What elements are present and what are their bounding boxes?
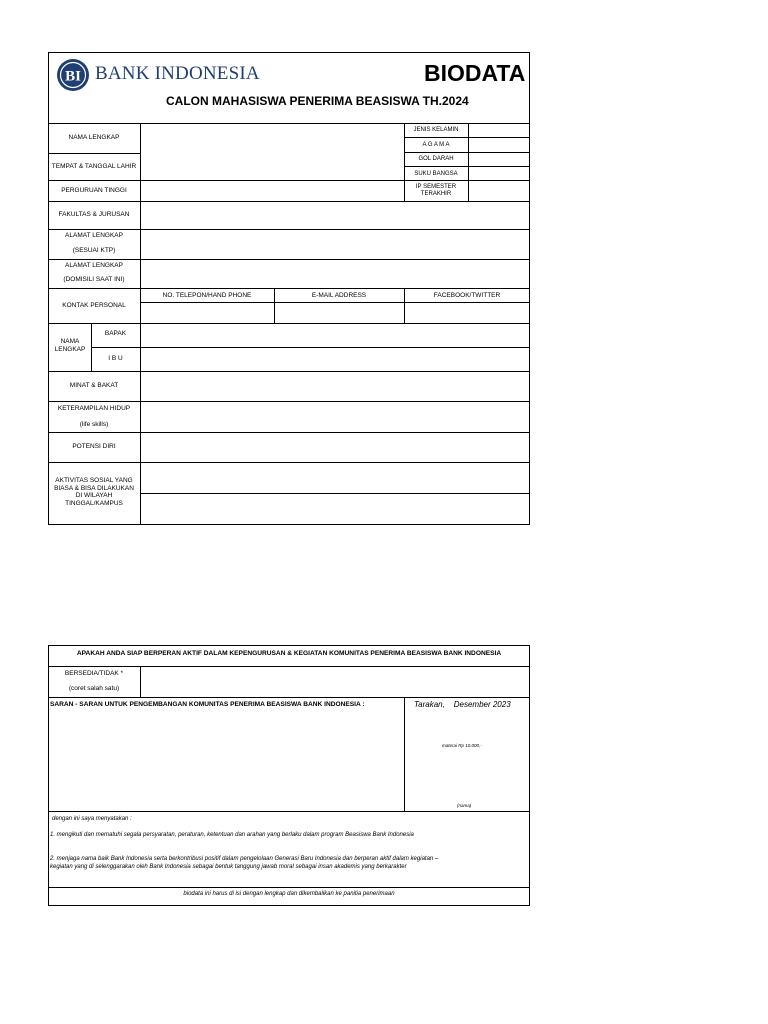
label-ibu: I B U <box>108 355 123 362</box>
label-kontak-personal: KONTAK PERSONAL <box>62 301 126 309</box>
materai-note: materai Rp 10.000,- <box>442 743 482 748</box>
place-date: Tarakan, Desember 2023 <box>414 700 511 709</box>
email-field[interactable] <box>275 303 403 322</box>
bank-logo <box>56 58 90 92</box>
fakultas-jurusan-field[interactable] <box>141 202 529 228</box>
label-gol-darah: GOL DARAH <box>418 156 454 162</box>
label-coret: (coret salah satu) <box>68 685 120 692</box>
statement-2a: 2. menjaga nama baik Bank Indonesia serta berkontribusi positif dalam pengelolaan Generasi Baru Indonesia dan berperan aktif dalam kegiatan – <box>50 856 439 862</box>
nama-bapak-field[interactable] <box>141 324 529 346</box>
agama-field[interactable] <box>469 138 529 151</box>
label-fakultas-jurusan: FAKULTAS & JURUSAN <box>58 211 130 218</box>
telepon-field[interactable] <box>141 303 273 322</box>
bersedia-field[interactable] <box>141 667 529 696</box>
header-email: E-MAIL ADDRESS <box>311 291 367 299</box>
ip-semester-field[interactable] <box>469 181 529 200</box>
label-bersedia: BERSEDIA/TIDAK * <box>64 670 124 677</box>
label-alamat-ktp-2: (SESUAI KTP) <box>72 247 116 254</box>
label-alamat-ktp-1: ALAMAT LENGKAP <box>65 232 123 239</box>
header-telepon: NO. TELEPON/HAND PHONE <box>162 291 252 299</box>
statement-2b: kegiatan yang di selenggarakan oleh Bank Indonesia sebagai bentuk tanggung jawab moral sebagai insan akademis yang berkarakter <box>50 864 407 870</box>
label-alamat-domisili-2: (DOMISILI SAAT INI) <box>63 276 125 283</box>
keterampilan-hidup-field[interactable] <box>141 402 529 431</box>
label-jenis-kelamin: JENIS KELAMIN <box>413 127 459 133</box>
label-alamat-domisili-1: ALAMAT LENGKAP <box>65 262 123 269</box>
nama-lengkap-field[interactable] <box>141 124 403 152</box>
minat-bakat-field[interactable] <box>141 372 529 400</box>
label-nama-lengkap-ortu: NAMA LENGKAP <box>54 338 86 353</box>
label-perguruan-tinggi: PERGURUAN TINGGI <box>61 186 127 194</box>
page-title: BIODATA <box>424 60 526 86</box>
label-potensi-diri: POTENSI DIRI <box>72 443 116 450</box>
label-agama: A G A M A <box>422 142 450 148</box>
header-facebook-twitter: FACEBOOK/TWITTER <box>433 291 501 299</box>
potensi-diri-field[interactable] <box>141 433 529 461</box>
nama-signature: (nama) <box>457 803 472 808</box>
bi-logo-icon <box>56 58 90 92</box>
suku-bangsa-field[interactable] <box>469 167 529 179</box>
question-heading: APAKAH ANDA SIAP BERPERAN AKTIF DALAM KEPENGURUSAN & KEGIATAN KOMUNITAS PENERIMA BEASISWA BANK INDONESIA <box>76 650 502 657</box>
label-tempat-tanggal-lahir: TEMPAT & TANGGAL LAHIR <box>51 162 137 170</box>
tempat-tanggal-lahir-field[interactable] <box>141 154 403 179</box>
label-minat-bakat: MINAT & BAKAT <box>69 382 119 389</box>
label-keterampilan-1: KETERAMPILAN HIDUP <box>57 405 131 412</box>
footer-note: biodata ini harus di isi dengan lengkap dan dikembalikan ke panitia penerimaan <box>183 891 395 897</box>
logo-letters: BI <box>65 68 81 85</box>
label-bapak: BAPAK <box>104 330 127 337</box>
alamat-domisili-field[interactable] <box>141 260 529 287</box>
aktivitas-sosial-field-1[interactable] <box>141 463 529 492</box>
label-suku-bangsa: SUKU BANGSA <box>414 171 458 177</box>
jenis-kelamin-field[interactable] <box>469 124 529 136</box>
gol-darah-field[interactable] <box>469 153 529 165</box>
label-nama-lengkap: NAMA LENGKAP <box>68 134 120 141</box>
facebook-twitter-field[interactable] <box>405 303 529 322</box>
signature-area[interactable] <box>406 712 528 810</box>
label-ip-semester: IP SEMESTER TERAKHIR <box>415 183 457 197</box>
bank-name: BANK INDONESIA <box>95 63 260 84</box>
alamat-ktp-field[interactable] <box>141 230 529 258</box>
nama-ibu-field[interactable] <box>141 348 529 370</box>
statement-1: 1. mengikuti dan mematuhi segala persyaratan, peraturan, ketentuan dan arahan yang berlaku dalam program Beasiswa Bank Indonesia <box>50 832 414 838</box>
saran-heading: SARAN - SARAN UNTUK PENGEMBANGAN KOMUNITAS PENERIMA BEASISWA BANK INDONESIA : <box>50 701 365 708</box>
perguruan-tinggi-field[interactable] <box>141 181 403 200</box>
label-keterampilan-2: (life skills) <box>79 421 109 428</box>
statement-intro: dengan ini saya menyatakan : <box>52 816 132 822</box>
aktivitas-sosial-field-2[interactable] <box>141 494 529 523</box>
page-subtitle: CALON MAHASISWA PENERIMA BEASISWA TH.2024 <box>166 94 469 108</box>
label-aktivitas-sosial: AKTIVITAS SOSIAL YANG BIASA & BISA DILAKUKAN DI WILAYAH TINGGAL/KAMPUS <box>54 477 134 507</box>
saran-field[interactable] <box>50 712 402 810</box>
